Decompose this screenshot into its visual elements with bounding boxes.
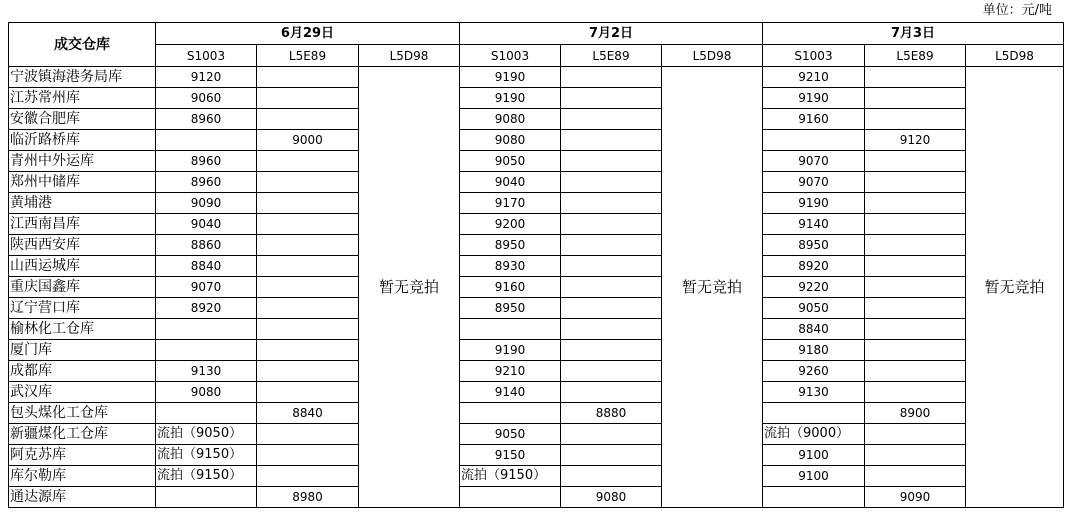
price-cell [865, 172, 966, 193]
price-cell [257, 340, 359, 361]
warehouse-name: 库尔勒库 [9, 466, 156, 487]
price-cell [257, 67, 359, 88]
table-row [9, 403, 1064, 424]
price-cell: 9100 [763, 466, 865, 487]
price-cell [763, 130, 865, 151]
price-cell [156, 130, 257, 151]
table-row [9, 424, 1064, 445]
price-cell: 流拍（9000） [763, 424, 865, 445]
price-cell: 8960 [156, 109, 257, 130]
price-cell [561, 382, 662, 403]
price-cell [865, 424, 966, 445]
product-header: L5E89 [865, 45, 966, 67]
price-cell [561, 214, 662, 235]
price-cell: 9130 [156, 361, 257, 382]
price-cell: 9090 [865, 487, 966, 508]
price-cell: 9080 [156, 382, 257, 403]
price-cell: 9200 [460, 214, 561, 235]
price-cell: 9160 [460, 277, 561, 298]
price-cell: 8950 [763, 235, 865, 256]
price-cell [865, 193, 966, 214]
price-cell: 9080 [460, 109, 561, 130]
price-cell [257, 193, 359, 214]
price-cell: 9120 [156, 67, 257, 88]
price-cell: 9050 [460, 424, 561, 445]
price-cell: 9210 [460, 361, 561, 382]
date-header-1: 6月29日 [156, 23, 460, 45]
table-row [9, 67, 1064, 88]
price-cell [763, 403, 865, 424]
table-row [9, 277, 1064, 298]
price-cell [865, 382, 966, 403]
price-cell [257, 382, 359, 403]
price-cell: 9080 [561, 487, 662, 508]
no-bid-cell: 暂无竞拍 [662, 67, 763, 508]
price-cell [257, 214, 359, 235]
price-cell [865, 109, 966, 130]
price-cell: 8950 [460, 235, 561, 256]
warehouse-name: 榆林化工仓库 [9, 319, 156, 340]
price-cell [561, 109, 662, 130]
price-cell: 9070 [156, 277, 257, 298]
price-cell: 9190 [460, 88, 561, 109]
price-cell: 9070 [763, 151, 865, 172]
price-cell [561, 445, 662, 466]
price-cell [257, 277, 359, 298]
price-cell [460, 403, 561, 424]
price-cell: 9090 [156, 193, 257, 214]
table-row [9, 319, 1064, 340]
price-cell [561, 172, 662, 193]
price-cell: 9140 [460, 382, 561, 403]
warehouse-name: 厦门库 [9, 340, 156, 361]
price-cell: 8930 [460, 256, 561, 277]
price-cell [257, 361, 359, 382]
price-cell [561, 277, 662, 298]
warehouse-name: 辽宁营口库 [9, 298, 156, 319]
price-cell [257, 88, 359, 109]
product-header: S1003 [460, 45, 561, 67]
price-cell [865, 235, 966, 256]
price-cell: 9050 [460, 151, 561, 172]
warehouse-name: 宁波镇海港务局库 [9, 67, 156, 88]
price-cell [865, 445, 966, 466]
price-cell: 9210 [763, 67, 865, 88]
price-cell: 9120 [865, 130, 966, 151]
price-cell [257, 319, 359, 340]
price-cell: 9190 [460, 340, 561, 361]
price-cell [865, 466, 966, 487]
price-cell [561, 67, 662, 88]
price-cell [561, 361, 662, 382]
price-cell: 流拍（9150） [156, 445, 257, 466]
table-row [9, 445, 1064, 466]
price-cell: 8880 [561, 403, 662, 424]
price-cell [865, 361, 966, 382]
price-cell: 流拍（9150） [156, 466, 257, 487]
warehouse-name: 安徽合肥库 [9, 109, 156, 130]
price-cell: 8920 [156, 298, 257, 319]
price-cell [561, 424, 662, 445]
warehouse-name: 阿克苏库 [9, 445, 156, 466]
price-cell [561, 151, 662, 172]
date-header-3: 7月3日 [763, 23, 1064, 45]
warehouse-name: 新疆煤化工仓库 [9, 424, 156, 445]
table-row [9, 235, 1064, 256]
warehouse-name: 郑州中储库 [9, 172, 156, 193]
no-bid-cell: 暂无竞拍 [359, 67, 460, 508]
product-header: L5E89 [257, 45, 359, 67]
warehouse-name: 武汉库 [9, 382, 156, 403]
price-cell [156, 340, 257, 361]
table-body [9, 67, 1064, 508]
price-cell [257, 235, 359, 256]
price-cell [865, 298, 966, 319]
no-bid-cell: 暂无竞拍 [966, 67, 1064, 508]
unit-label: 单位：元/吨 [982, 3, 1052, 18]
price-cell: 9260 [763, 361, 865, 382]
price-cell [561, 235, 662, 256]
price-cell [865, 256, 966, 277]
price-cell: 9170 [460, 193, 561, 214]
table-row [9, 214, 1064, 235]
warehouse-name: 陕西西安库 [9, 235, 156, 256]
warehouse-name: 临沂路桥库 [9, 130, 156, 151]
price-cell: 9040 [460, 172, 561, 193]
price-cell: 8840 [257, 403, 359, 424]
price-cell: 9100 [763, 445, 865, 466]
price-cell [257, 298, 359, 319]
product-header: S1003 [156, 45, 257, 67]
price-cell: 8950 [460, 298, 561, 319]
warehouse-name: 成都库 [9, 361, 156, 382]
price-cell [561, 193, 662, 214]
price-cell [865, 67, 966, 88]
price-cell: 9080 [460, 130, 561, 151]
table-row [9, 256, 1064, 277]
price-cell [257, 109, 359, 130]
price-cell [156, 319, 257, 340]
price-cell [865, 88, 966, 109]
table-row [9, 361, 1064, 382]
auction-table [8, 22, 1064, 508]
price-cell: 9070 [763, 172, 865, 193]
price-cell [460, 319, 561, 340]
warehouse-name: 重庆国鑫库 [9, 277, 156, 298]
price-cell: 9160 [763, 109, 865, 130]
price-cell: 9190 [763, 88, 865, 109]
table-row [9, 466, 1064, 487]
price-cell: 9040 [156, 214, 257, 235]
price-cell [561, 298, 662, 319]
price-cell [763, 487, 865, 508]
table-row [9, 382, 1064, 403]
price-cell [561, 256, 662, 277]
price-cell [257, 256, 359, 277]
product-header-row [9, 45, 1064, 67]
warehouse-name: 青州中外运库 [9, 151, 156, 172]
price-cell: 9190 [460, 67, 561, 88]
price-cell: 8840 [763, 319, 865, 340]
product-header: L5D98 [359, 45, 460, 67]
price-cell [865, 340, 966, 361]
product-header: S1003 [763, 45, 865, 67]
price-cell: 9190 [763, 193, 865, 214]
price-cell [865, 214, 966, 235]
table-row [9, 298, 1064, 319]
warehouse-column-header: 成交仓库 [9, 23, 156, 67]
price-cell [865, 277, 966, 298]
price-cell: 9060 [156, 88, 257, 109]
date-header-row [9, 23, 1064, 45]
price-cell [156, 487, 257, 508]
price-cell: 8960 [156, 151, 257, 172]
table-row [9, 151, 1064, 172]
warehouse-name: 江西南昌库 [9, 214, 156, 235]
price-cell: 9000 [257, 130, 359, 151]
warehouse-name: 山西运城库 [9, 256, 156, 277]
price-cell: 9150 [460, 445, 561, 466]
price-cell [257, 424, 359, 445]
warehouse-name: 黄埔港 [9, 193, 156, 214]
price-cell [156, 403, 257, 424]
price-cell: 流拍（9150） [460, 466, 561, 487]
warehouse-name: 江苏常州库 [9, 88, 156, 109]
price-cell: 9180 [763, 340, 865, 361]
price-cell [561, 319, 662, 340]
table-row [9, 193, 1064, 214]
price-cell: 9130 [763, 382, 865, 403]
price-cell: 9050 [763, 298, 865, 319]
price-cell [257, 466, 359, 487]
table-row [9, 172, 1064, 193]
product-header: L5E89 [561, 45, 662, 67]
table-row [9, 130, 1064, 151]
product-header: L5D98 [966, 45, 1064, 67]
price-cell [257, 151, 359, 172]
price-cell: 8980 [257, 487, 359, 508]
price-cell: 8960 [156, 172, 257, 193]
product-header: L5D98 [662, 45, 763, 67]
table-row [9, 340, 1064, 361]
warehouse-name: 包头煤化工仓库 [9, 403, 156, 424]
price-cell: 8840 [156, 256, 257, 277]
table-row [9, 109, 1064, 130]
price-cell [865, 319, 966, 340]
price-cell [460, 487, 561, 508]
price-cell [561, 88, 662, 109]
table-row [9, 88, 1064, 109]
warehouse-name: 通达源库 [9, 487, 156, 508]
price-cell: 8860 [156, 235, 257, 256]
price-cell [561, 130, 662, 151]
price-cell: 流拍（9050） [156, 424, 257, 445]
price-cell: 8900 [865, 403, 966, 424]
price-cell: 8920 [763, 256, 865, 277]
price-cell [257, 445, 359, 466]
price-cell [561, 340, 662, 361]
date-header-2: 7月2日 [460, 23, 763, 45]
price-cell [561, 466, 662, 487]
price-cell [865, 151, 966, 172]
table-row [9, 487, 1064, 508]
price-cell: 9140 [763, 214, 865, 235]
price-cell [257, 172, 359, 193]
price-cell: 9220 [763, 277, 865, 298]
